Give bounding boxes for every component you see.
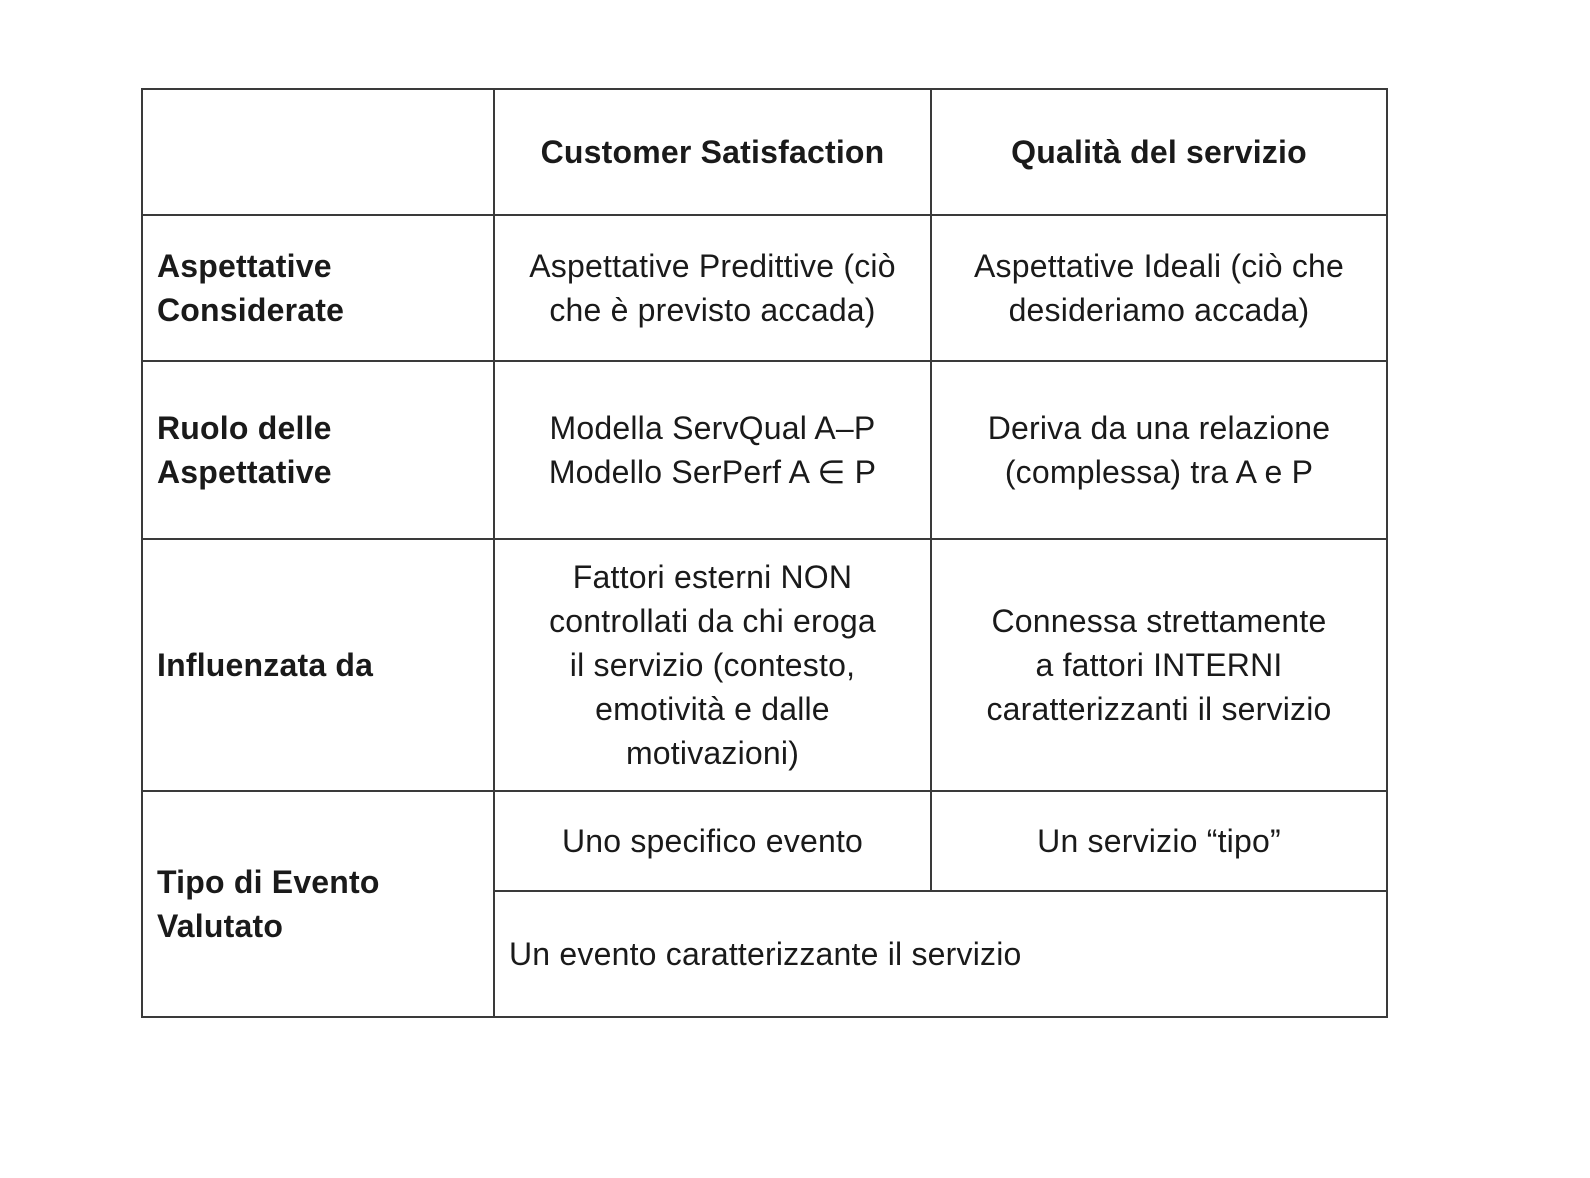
customer-satisfaction-cell [494,539,931,791]
cell-line: a fattori INTERNI [1035,647,1283,683]
cell-line: Un servizio “tipo” [1037,823,1281,859]
customer-satisfaction-cell [494,215,931,361]
shared-evento-cell: Un evento caratterizzante il servizio [494,891,1387,1017]
row-label-line: Aspettative [157,248,332,284]
qualita-servizio-cell [931,215,1387,361]
qualita-servizio-cell [931,791,1387,891]
comparison-table [141,88,1388,1018]
cell-line: Connessa strettamente [991,603,1327,639]
row-label-line: Influenzata da [157,647,374,683]
cell-line: desideriamo accada) [1008,292,1310,328]
cell-line: caratterizzanti il servizio [986,691,1332,727]
customer-satisfaction-cell [494,791,931,891]
cell-line: controllati da chi eroga [549,603,876,639]
cell-line: motivazioni) [625,735,800,771]
table-row [142,361,1387,539]
cell-line: emotività e dalle [595,691,830,727]
header-row [142,89,1387,215]
row-label-line: Valutato [157,908,284,944]
cell-line: Fattori esterni NON [572,559,853,595]
header-qualita-servizio: Qualità del servizio [931,89,1387,215]
cell-line: Aspettative Ideali (ciò che [973,248,1345,284]
cell-line: Uno specifico evento [561,823,864,859]
row-label [142,361,494,539]
qualita-servizio-cell [931,361,1387,539]
cell-line: Modello SerPerf A ∈ P [548,454,877,490]
row-label [142,791,494,1017]
row-label-line: Aspettative [157,454,332,490]
cell-line: Aspettative Predittive (ciò [529,248,896,284]
table-row [142,215,1387,361]
cell-line: (complessa) tra A e P [1004,454,1314,490]
header-corner-cell [142,89,494,215]
row-label-line: Considerate [157,292,345,328]
row-label [142,539,494,791]
header-customer-satisfaction: Customer Satisfaction [494,89,931,215]
cell-line: il servizio (contesto, [569,647,856,683]
row-label [142,215,494,361]
row-label-line: Ruolo delle [157,410,332,446]
table-row [142,791,1387,891]
cell-line: Deriva da una relazione [987,410,1331,446]
cell-line: che è previsto accada) [549,292,876,328]
table-row [142,539,1387,791]
qualita-servizio-cell [931,539,1387,791]
row-label-line: Tipo di Evento [157,864,380,900]
cell-line: Modella ServQual A–P [549,410,876,446]
customer-satisfaction-cell [494,361,931,539]
